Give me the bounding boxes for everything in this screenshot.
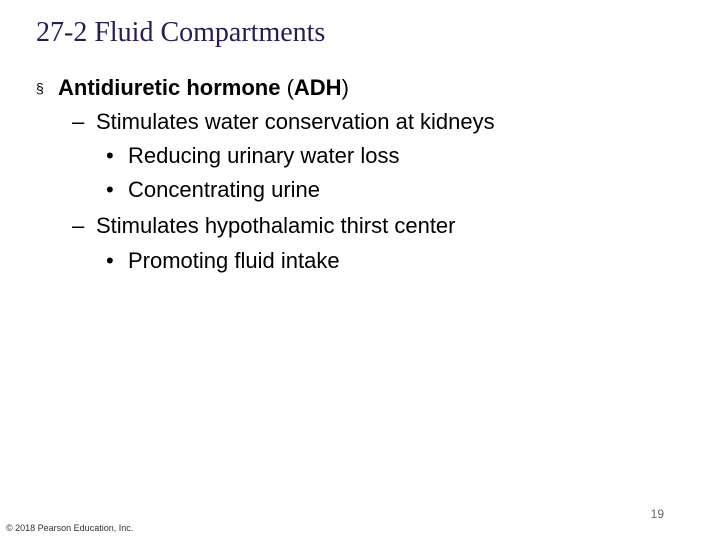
section-bullet-icon: § (36, 80, 44, 96)
main-bullet (36, 73, 349, 103)
page-number: 19 (650, 507, 664, 521)
main-bullet-close-paren: ) (341, 75, 349, 100)
dot-bullet-icon: • (106, 177, 114, 202)
main-bullet-bold-text: Antidiuretic hormone (58, 75, 281, 100)
sub-sub-item-text: Reducing urinary water loss (128, 143, 400, 168)
sub-item (72, 107, 495, 137)
dash-bullet-icon: – (72, 109, 85, 134)
main-bullet-open-paren: ( (280, 75, 294, 100)
sub-sub-item (106, 246, 340, 276)
sub-sub-item-text: Promoting fluid intake (128, 248, 340, 273)
sub-sub-item-text: Concentrating urine (128, 177, 321, 202)
dash-bullet-icon: – (72, 213, 85, 238)
dot-bullet-icon: • (106, 143, 114, 168)
sub-sub-item (106, 141, 399, 171)
sub-item-text: Stimulates hypothalamic thirst center (96, 213, 456, 238)
sub-item-text: Stimulates water conservation at kidneys (96, 109, 495, 134)
slide-title: 27-2 Fluid Compartments (36, 17, 326, 48)
sub-item (72, 211, 456, 241)
copyright-footer: © 2018 Pearson Education, Inc. (6, 523, 134, 533)
main-bullet-abbrev: ADH (293, 75, 342, 100)
sub-sub-item (106, 175, 320, 205)
dot-bullet-icon: • (106, 248, 114, 273)
